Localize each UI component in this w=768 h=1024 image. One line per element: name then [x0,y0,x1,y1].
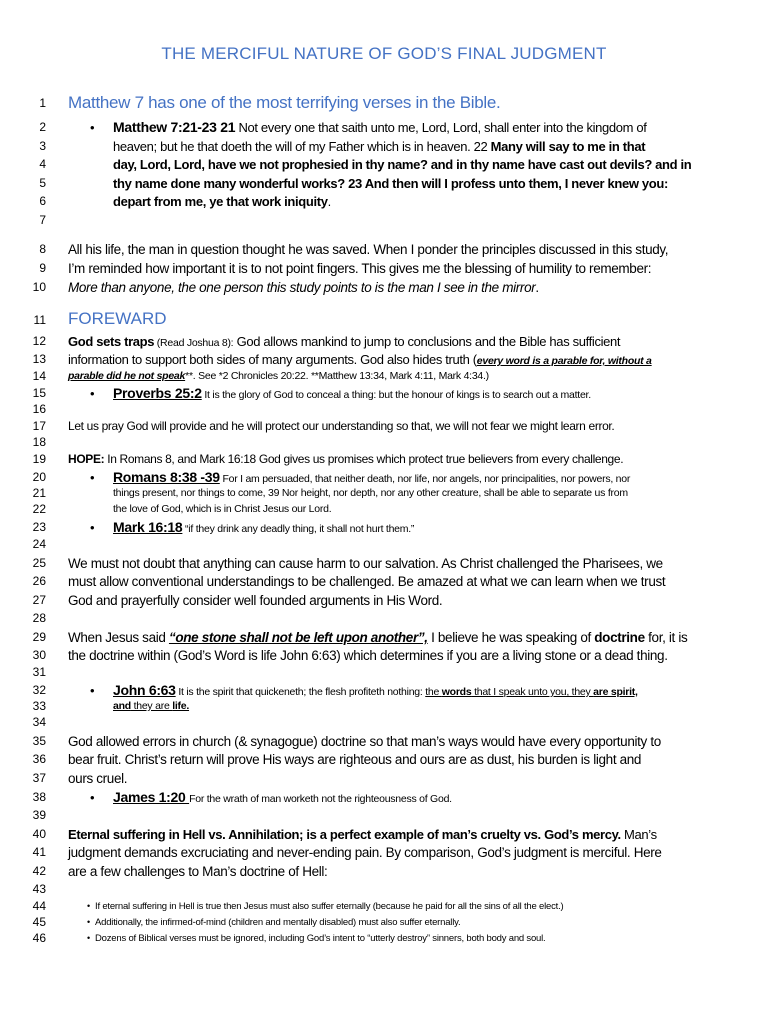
scripture-reference: John 6:63 [113,682,176,698]
line-number: 20 [32,470,46,484]
line-number: 9 [39,261,46,275]
line-number: 2 [39,120,46,134]
line-number: 14 [32,369,46,383]
line-number: 10 [32,280,46,294]
line-number: 42 [32,864,46,878]
line-number: 45 [32,915,46,929]
scripture-reference: Matthew 7:21-23 21 [113,119,236,135]
line-number: 35 [32,734,46,748]
line-number: 26 [32,574,46,588]
line-number: 29 [32,630,46,644]
line-number: 37 [32,771,46,785]
body-line: HOPE: In Romans 8, and Mark 16:18 God gives us promises which protect true believers from every challenge. [68,452,624,466]
line-number: 33 [32,699,46,713]
body-line: Proverbs 25:2 It is the glory of God to conceal a thing: but the honour of kings is to search out a matter. [113,385,591,401]
line-number: 34 [32,715,46,729]
body-line: information to support both sides of many arguments. God also hides truth (every word is a parable for, without a [68,352,652,367]
line-number: 44 [32,899,46,913]
section-heading: FOREWARD [68,309,167,328]
line-number: 36 [32,752,46,766]
line-number: 8 [39,242,46,256]
line-number: 13 [32,352,46,366]
line-number: 27 [32,593,46,607]
bullet: • [90,470,95,485]
body-line: and they are life. [113,700,190,712]
bullet: • [90,520,95,535]
line-number: 3 [39,139,46,153]
list-item: If eternal suffering in Hell is true then Jesus must also suffer eternally (because he paid for all the sins of all the elect.) [95,901,564,912]
line-number: 17 [32,419,46,433]
bullet: • [90,386,95,401]
body-line: the love of God, which is in Christ Jesus our Lord. [113,503,332,515]
line-number: 30 [32,648,46,662]
line-number: 28 [32,611,46,625]
line-number: 32 [32,683,46,697]
line-number: 7 [39,213,46,227]
line-number: 41 [32,845,46,859]
bullet: • [90,790,95,805]
body-line: bear fruit. Christ’s return will prove His ways are righteous and ours are as dust, his burden is light and [68,752,642,767]
body-line: things present, nor things to come, 39 Nor height, nor depth, nor any other creature, shall be able to separate us from [113,487,628,499]
line-number: 19 [32,452,46,466]
body-line: Romans 8:38 -39 For I am persuaded, that neither death, nor life, nor angels, nor principalities, nor powers, nor [113,469,631,485]
scripture-reference: James 1:20 [113,789,190,805]
body-line: parable did he not speak**. See *2 Chronicles 20:22. **Matthew 13:34, Mark 4:11, Mark 4:34.) [68,370,489,382]
body-line: day, Lord, Lord, have we not prophesied in thy name? and in thy name have cast out devils? and in [113,157,692,172]
body-line: heaven; but he that doeth the will of my Father which is in heaven. 22 Many will say to me in that [113,139,646,154]
body-line: depart from me, ye that work iniquity. [113,194,331,209]
body-line: Matthew 7:21-23 21 Not every one that saith unto me, Lord, Lord, shall enter into the kingdom of [113,119,647,135]
body-line: Mark 16:18 “if they drink any deadly thing, it shall not hurt them.” [113,519,415,535]
line-number: 15 [32,386,46,400]
list-item: Additionally, the infirmed-of-mind (children and mentally disabled) must also suffer eternally. [95,917,461,928]
scripture-reference: Romans 8:38 -39 [113,469,220,485]
line-number: 40 [32,827,46,841]
scripture-reference: Proverbs 25:2 [113,385,202,401]
line-number: 21 [32,486,46,500]
bullet: • [90,683,95,698]
list-item: Dozens of Biblical verses must be ignored, including God’s intent to “utterly destroy” sinners, both body and soul. [95,933,546,944]
bullet: • [87,933,91,943]
body-line: More than anyone, the one person this study points to is the man I see in the mirror. [68,280,539,295]
body-line: must allow conventional understandings to be challenged. Be amazed at what we can learn when we trust [68,574,666,589]
body-line: judgment demands excruciating and never-ending pain. By comparison, God’s judgment is merciful. Here [68,845,662,860]
body-line: Eternal suffering in Hell vs. Annihilation; is a perfect example of man’s cruelty vs. God’s mercy. Man’s [68,827,657,842]
body-line: the doctrine within (God’s Word is life John 6:63) which determines if you are a living stone or a dead thing. [68,648,668,663]
body-line: I’m reminded how important it is to not point fingers. This gives me the blessing of humility to remember: [68,261,652,276]
line-number: 6 [39,194,46,208]
line-number: 5 [39,176,46,190]
line-number: 39 [32,808,46,822]
line-number: 12 [32,334,46,348]
line-number: 38 [32,790,46,804]
line-number: 23 [32,520,46,534]
body-line: John 6:63 It is the spirit that quickeneth; the flesh profiteth nothing: the words that I speak unto you, they are spirit, [113,682,638,698]
body-line: are a few challenges to Man’s doctrine of Hell: [68,864,328,879]
document-title: THE MERCIFUL NATURE OF GOD’S FINAL JUDGMENT [161,44,607,63]
scripture-reference: Mark 16:18 [113,519,183,535]
section-heading: Matthew 7 has one of the most terrifying verses in the Bible. [68,93,501,112]
body-line: We must not doubt that anything can cause harm to our salvation. As Christ challenged the Pharisees, we [68,556,663,571]
line-number: 31 [32,665,46,679]
line-number: 43 [32,882,46,896]
body-line: God and prayerfully consider well founded arguments in His Word. [68,593,443,608]
line-number: 1 [39,96,46,110]
body-line: ours cruel. [68,771,128,786]
line-number: 46 [32,931,46,945]
line-number: 16 [32,402,46,416]
line-number: 11 [33,313,46,327]
body-line: Let us pray God will provide and he will protect our understanding so that, we will not fear we might learn error. [68,419,615,433]
line-number: 4 [39,157,46,171]
body-line: James 1:20 For the wrath of man worketh not the righteousness of God. [113,789,452,805]
body-line: God allowed errors in church (& synagogue) doctrine so that man’s ways would have every opportunity to [68,734,661,749]
body-line: All his life, the man in question thought he was saved. When I ponder the principles discussed in this study, [68,242,669,257]
line-number: 22 [32,502,46,516]
body-line: When Jesus said “one stone shall not be left upon another”, I believe he was speaking of doctrine for, it is [68,630,688,645]
bullet: • [90,120,95,135]
body-line: thy name done many wonderful works? 23 And then will I profess unto them, I never knew you: [113,176,668,191]
line-number: 24 [32,537,46,551]
body-line: God sets traps (Read Joshua 8): God allows mankind to jump to conclusions and the Bible has sufficient [68,334,621,349]
line-number: 18 [32,435,46,449]
line-number: 25 [32,556,46,570]
bullet: • [87,917,91,927]
bullet: • [87,901,91,911]
